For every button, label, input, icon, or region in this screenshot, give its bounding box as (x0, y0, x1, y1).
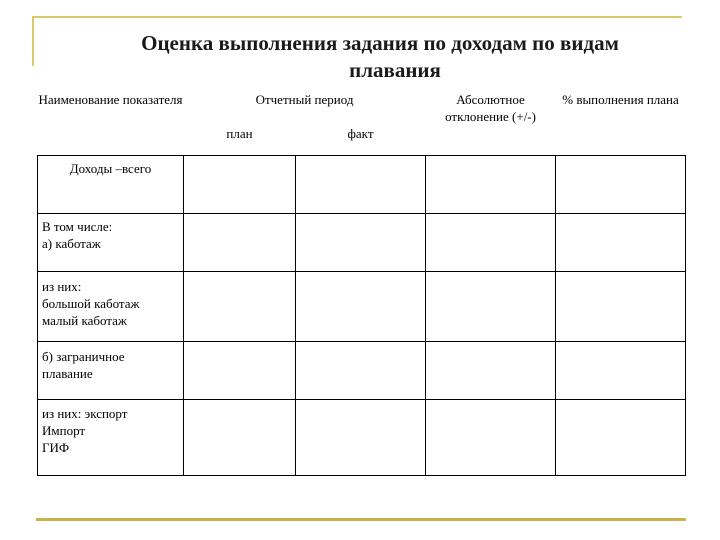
row-label: В том числе: а) каботаж (38, 213, 184, 271)
cell-plan (184, 399, 296, 475)
title-line-1: Оценка выполнения задания по доходам по видам (141, 31, 619, 55)
row-label: б) заграничное плавание (38, 341, 184, 399)
cell-percent (556, 155, 686, 213)
cell-percent (556, 399, 686, 475)
header-percent-completion: % выполнения плана (562, 92, 679, 107)
table-row (38, 399, 686, 475)
title-line-2: плавания (349, 58, 441, 82)
cell-absolute (426, 271, 556, 341)
header-absolute-deviation: Абсолютное отклонение (+/-) (445, 92, 536, 124)
cell-absolute (426, 341, 556, 399)
cell-fact (296, 271, 426, 341)
cell-fact (296, 399, 426, 475)
table-row (38, 341, 686, 399)
header-period: Отчетный период (255, 92, 354, 107)
cell-fact (296, 213, 426, 271)
table-row (38, 271, 686, 341)
cell-plan (184, 155, 296, 213)
cell-fact (296, 341, 426, 399)
cell-absolute (426, 213, 556, 271)
cell-percent (556, 341, 686, 399)
cell-plan (184, 341, 296, 399)
cell-absolute (426, 399, 556, 475)
table-row (38, 213, 686, 271)
cell-percent (556, 271, 686, 341)
page-title (50, 30, 710, 84)
cell-plan (184, 213, 296, 271)
row-label: Доходы –всего (38, 155, 184, 213)
header-plan: план (226, 126, 253, 141)
cell-fact (296, 155, 426, 213)
bottom-decorative-rule (36, 518, 686, 521)
row-label: из них: большой каботаж малый каботаж (38, 271, 184, 341)
top-decorative-rule-vertical (32, 16, 34, 66)
header-indicator: Наименование показателя (38, 92, 183, 107)
cell-absolute (426, 155, 556, 213)
table-row (38, 155, 686, 213)
top-decorative-rule (32, 16, 682, 18)
header-fact: факт (347, 126, 374, 141)
cell-percent (556, 213, 686, 271)
income-table (37, 85, 686, 476)
cell-plan (184, 271, 296, 341)
row-label: из них: экспорт Импорт ГИФ (38, 399, 184, 475)
header-row-1 (38, 85, 686, 125)
